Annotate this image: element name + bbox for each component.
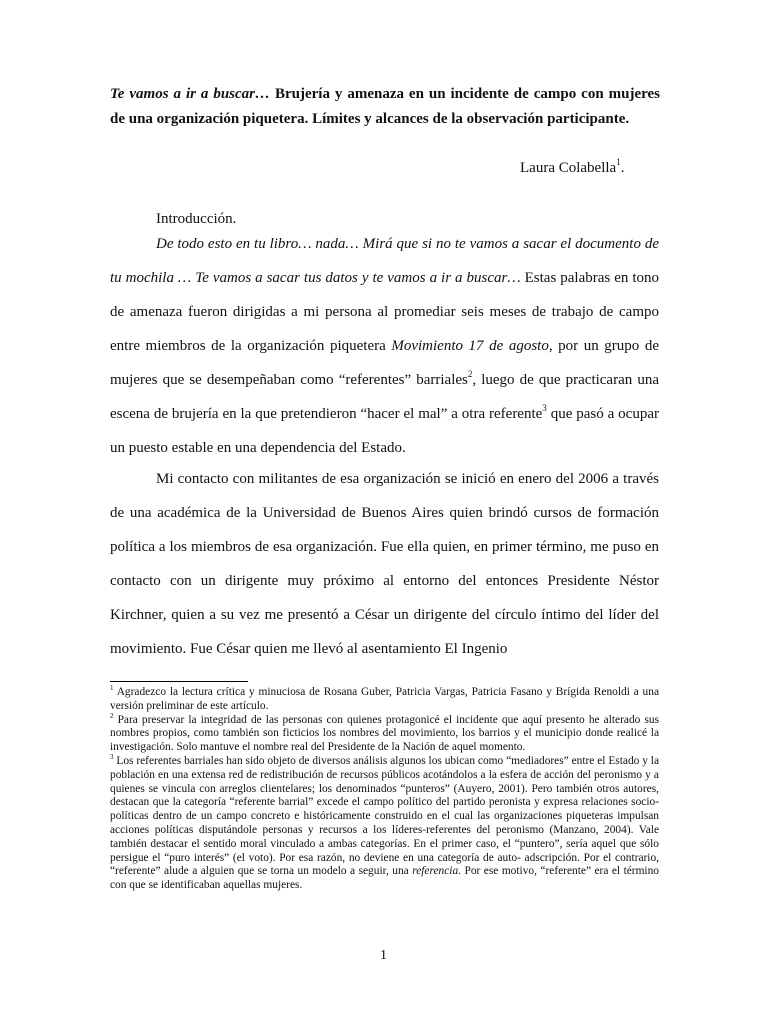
footnote-separator: [110, 681, 248, 682]
footnote-ref-3[interactable]: 3: [542, 403, 547, 413]
footnote-2: [110, 711, 659, 755]
author-name: Laura Colabella: [520, 160, 617, 176]
footnote-number: 1: [110, 684, 114, 693]
footnote-text: Agradezco la lectura crítica y minuciosa de Rosana Guber, Patricia Vargas, Patricia Fasano y Brígida Renoldi a una versión preliminar de este artículo.: [110, 686, 659, 712]
opening-quote: De todo esto en tu libro… nada… Mirá que si no te vamos a sacar el documento de tu mochila … Te vamos a sacar tus datos y te vamos a ir a buscar…: [110, 236, 659, 286]
footnotes-section: [110, 686, 659, 893]
paragraph-1-text-b: , por un grupo de mujeres que se desempeñaban como “referentes” barriales: [110, 338, 659, 388]
footnote-1: [110, 686, 659, 714]
page-number: 1: [380, 948, 387, 963]
title-main-part: Brujería y amenaza en un incidente de campo con mujeres de una organización piquetera. Límites y alcances de la observación participante.: [110, 86, 660, 127]
paragraph-1-text-d: que pasó a ocupar un puesto estable en una dependencia del Estado.: [110, 406, 659, 456]
footnote-3: [110, 755, 659, 893]
document-title: [110, 82, 660, 132]
movement-name: Movimiento 17 de agosto: [391, 338, 549, 354]
footnote-italic-term: referencia: [412, 865, 459, 878]
footnote-ref-2[interactable]: 2: [467, 369, 473, 379]
paragraph-1-text-a: Estas palabras en tono de amenaza fueron dirigidas a mi persona al promediar seis meses de trabajo de campo entre miembros de la organización piquetera: [110, 270, 659, 354]
footnote-text-b: . Por ese motivo, “referente” era el término con que se identificaban aquellas mujeres.: [110, 865, 659, 892]
paragraph-1: [110, 227, 659, 465]
paragraph-1-text-c: , luego de que practicaran una escena de brujería en la que pretendieron “hacer el mal” a otra referente: [110, 372, 659, 422]
paragraph-2: Mi contacto con militantes de esa organización se inició en enero del 2006 a través de una académica de la Universidad de Buenos Aires quien brindó cursos de formación política a los miembros de esa organización. Fue ella quien, en primer término, me puso en contacto con un dirigente muy próximo al entorno del entonces Presidente Néstor Kirchner, quien a su vez me presentó a César un dirigente del círculo íntimo del líder del movimiento. Fue César quien me llevó al asentamiento El Ingenio: [110, 471, 659, 657]
footnote-number: 2: [110, 711, 114, 720]
title-italic-part: Te vamos a ir a buscar…: [110, 86, 271, 102]
footnote-text-a: Los referentes barriales han sido objeto de diversos análisis algunos los ubican como “mediadores” entre el Estado y la población en una extensa red de redistribución de recursos públicos acotándolos a la esfera de acción del peronismo y a quienes se vincula con arreglos clientelares; los denominados “punteros” (Auyero, 2001). Pero también otros autores, destacan que la categoría “referente barrial” excede el campo político del partido peronista y expresa relaciones socio-políticas dentro de un campo concreto e históricamente construido en el cual las organizaciones piqueteras impulsan acciones políticas disputándole personas y recursos a los líderes-referentes del peronismo (Manzano, 2004). Vale también destacar el sentido moral vinculado a ambas categorías. En el primer caso, el “puntero”, sería aquel que sólo persigue el “puro interés” (el voto). Por esa razón, no deviene en una categoría de auto- adscripción. Por el contrario, “referente” alude a alguien que se torna un modelo a seguir, una: [110, 754, 659, 878]
author-line: [520, 157, 625, 177]
footnote-number: 3: [110, 753, 114, 762]
author-trailing: .: [620, 160, 625, 176]
section-heading-introduccion: Introducción.: [156, 211, 237, 227]
footnote-ref-1[interactable]: 1: [616, 157, 621, 167]
footnote-text: Para preservar la integridad de las personas con quienes protagonicé el incidente que aquí presento he alterado sus nombres propios, como también son ficticios los nombres del movimiento, los barrios y el municipio donde realicé la investigación. Solo mantuve el nombre real del Presidente de la Nación de aquel momento.: [110, 713, 659, 754]
